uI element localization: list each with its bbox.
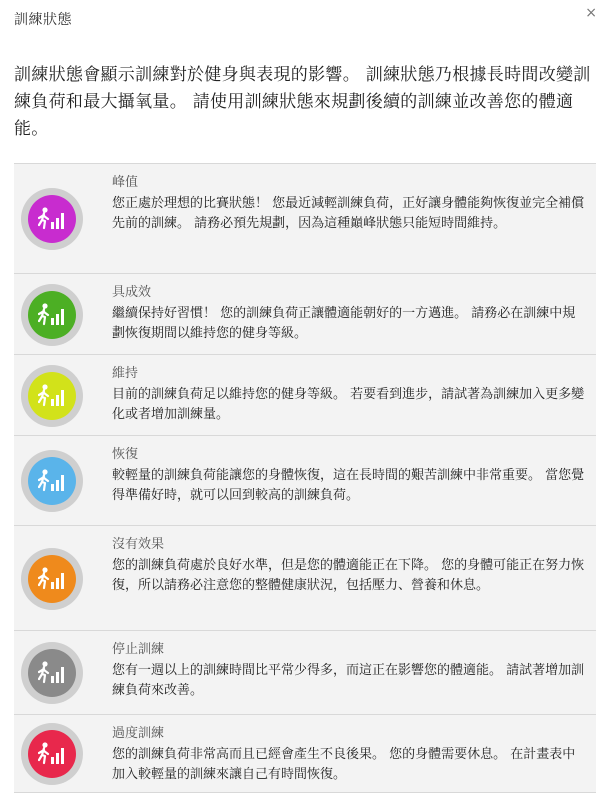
status-icon-badge <box>21 723 83 785</box>
status-text <box>112 284 588 344</box>
status-text <box>112 536 588 596</box>
status-description: 您正處於理想的比賽狀態！ 您最近減輕訓練負荷，正好讓身體能夠恢復並完全補償先前的訓練。 請務必預先規劃，因為這種巔峰狀態只能短時間維持。 <box>112 196 585 231</box>
status-row-recovery <box>14 436 596 526</box>
status-row-overreaching <box>14 715 596 793</box>
status-description: 目前的訓練負荷足以維持您的健身等級。 若要看到進步，請試著為訓練加入更多變化或者增加訓練量。 <box>112 387 585 422</box>
status-title: 維持 <box>112 366 139 381</box>
status-row-peak <box>14 164 596 274</box>
runner-chart-icon <box>38 303 66 327</box>
status-description: 您的訓練負荷非常高而且已經會產生不良後果。 您的身體需要休息。 在計畫表中加入較輕量的訓練來讓自己有時間恢復。 <box>112 747 576 782</box>
status-title: 恢復 <box>112 447 139 462</box>
status-icon-badge <box>21 188 83 250</box>
status-icon-badge <box>21 365 83 427</box>
close-icon[interactable]: × <box>585 5 597 21</box>
status-text <box>112 446 588 506</box>
status-row-unproductive <box>14 526 596 631</box>
status-row-productive <box>14 274 596 355</box>
status-icon-badge <box>21 548 83 610</box>
status-text <box>112 365 588 425</box>
status-title: 停止訓練 <box>112 642 165 657</box>
status-title: 具成效 <box>112 285 152 300</box>
status-text <box>112 641 588 701</box>
status-icon-badge <box>21 642 83 704</box>
status-title: 沒有效果 <box>112 537 165 552</box>
status-icon-badge <box>21 284 83 346</box>
runner-chart-icon <box>38 384 66 408</box>
runner-chart-icon <box>38 742 66 766</box>
status-description: 較輕量的訓練負荷能讓您的身體恢復，這在長時間的艱苦訓練中非常重要。 當您覺得準備好時，就可以回到較高的訓練負荷。 <box>112 468 585 503</box>
status-row-detraining <box>14 631 596 715</box>
status-description: 繼續保持好習慣！ 您的訓練負荷正讓體適能朝好的一方邁進。 請務必在訓練中規劃恢復期間以維持您的健身等級。 <box>112 306 576 341</box>
status-text <box>112 174 588 234</box>
status-icon-circle <box>28 195 76 243</box>
status-icon-circle <box>28 372 76 420</box>
status-row-maintaining <box>14 355 596 436</box>
status-icon-circle <box>28 457 76 505</box>
runner-chart-icon <box>38 567 66 591</box>
status-icon-circle <box>28 730 76 778</box>
runner-chart-icon <box>38 207 66 231</box>
status-list <box>14 163 596 793</box>
status-title: 過度訓練 <box>112 726 165 741</box>
status-icon-badge <box>21 450 83 512</box>
runner-chart-icon <box>38 469 66 493</box>
intro-text: 訓練狀態會顯示訓練對於健身與表現的影響。 訓練狀態乃根據長時間改變訓練負荷和最大攝氧量。 請使用訓練狀態來規劃後續的訓練並改善您的體適能。 <box>14 65 591 139</box>
status-icon-circle <box>28 649 76 697</box>
status-description: 您有一週以上的訓練時間比平常少得多，而這正在影響您的體適能。 請試著增加訓練負荷來改善。 <box>112 663 585 698</box>
runner-chart-icon <box>38 661 66 685</box>
status-icon-circle <box>28 291 76 339</box>
status-icon-circle <box>28 555 76 603</box>
status-text <box>112 725 588 785</box>
status-description: 您的訓練負荷處於良好水準，但是您的體適能正在下降。 您的身體可能正在努力恢復，所以請務必注意您的整體健康狀況，包括壓力、營養和休息。 <box>112 558 585 593</box>
status-title: 峰值 <box>112 175 139 190</box>
dialog-title: 訓練狀態 <box>14 12 72 28</box>
